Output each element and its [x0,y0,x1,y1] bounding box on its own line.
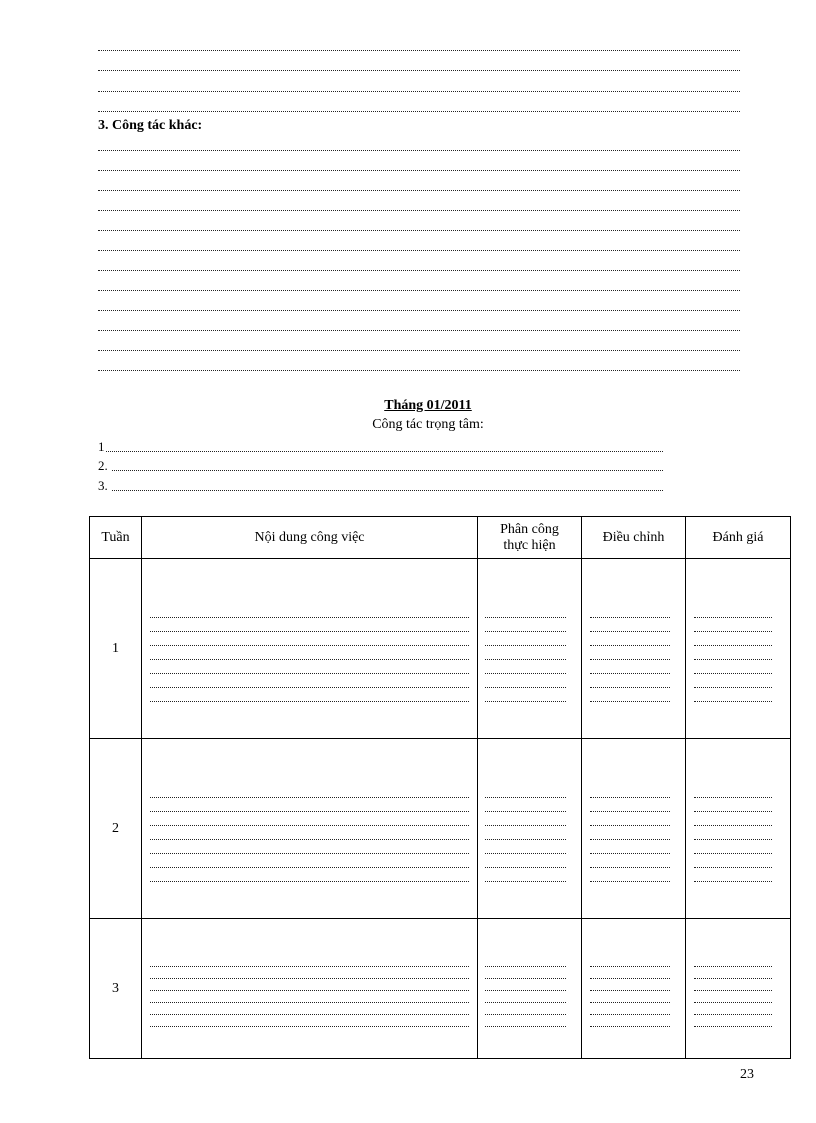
dotted-fill [106,451,664,452]
col-header-assignment [478,517,582,559]
dotted-line [98,290,740,291]
dotted-line [98,150,740,151]
dotted-line [98,170,740,171]
table-row [90,919,791,1059]
focus-item [98,438,663,455]
col-header-assignment-line2: thực hiện [503,537,556,553]
dotted-line [98,250,740,251]
dotted-fill [112,470,663,471]
month-title: Tháng 01/2011 [384,398,472,413]
dotted-line [98,370,740,371]
table-row [90,559,791,739]
focus-item [98,477,663,494]
col-header-adjustment: Điều chỉnh [582,517,686,559]
assignment-cell [478,739,582,919]
dotted-line [98,270,740,271]
dotted-line [98,111,740,112]
evaluation-cell [686,559,791,739]
focus-label: Công tác trọng tâm: [372,417,484,432]
table-header-row [90,517,791,559]
dotted-line [98,310,740,311]
focus-item [98,457,663,474]
assignment-cell [478,919,582,1059]
week-number: 1 [90,559,142,739]
adjustment-cell [582,739,686,919]
evaluation-cell [686,739,791,919]
col-header-assignment-line1: Phân công [500,521,559,537]
focus-item-number: 1 [98,439,105,454]
adjustment-cell [582,919,686,1059]
evaluation-cell [686,919,791,1059]
col-header-evaluation: Đánh giá [686,517,791,559]
content-cell [142,919,478,1059]
page-number: 23 [740,1067,754,1082]
dotted-fill [112,490,663,491]
dotted-line [98,50,740,51]
col-header-content: Nội dung công việc [142,517,478,559]
week-number: 3 [90,919,142,1059]
dotted-line [98,190,740,191]
plan-table [89,516,791,1059]
content-cell [142,739,478,919]
dotted-line [98,70,740,71]
focus-item-number: 3. [98,478,111,493]
week-number: 2 [90,739,142,919]
dotted-line [98,210,740,211]
dotted-line [98,350,740,351]
dotted-line [98,230,740,231]
col-header-week: Tuần [90,517,142,559]
dotted-line [98,91,740,92]
table-row [90,739,791,919]
assignment-cell [478,559,582,739]
dotted-line [98,330,740,331]
content-cell [142,559,478,739]
focus-item-number: 2. [98,458,111,473]
section-heading: 3. Công tác khác: [98,118,203,133]
adjustment-cell [582,559,686,739]
